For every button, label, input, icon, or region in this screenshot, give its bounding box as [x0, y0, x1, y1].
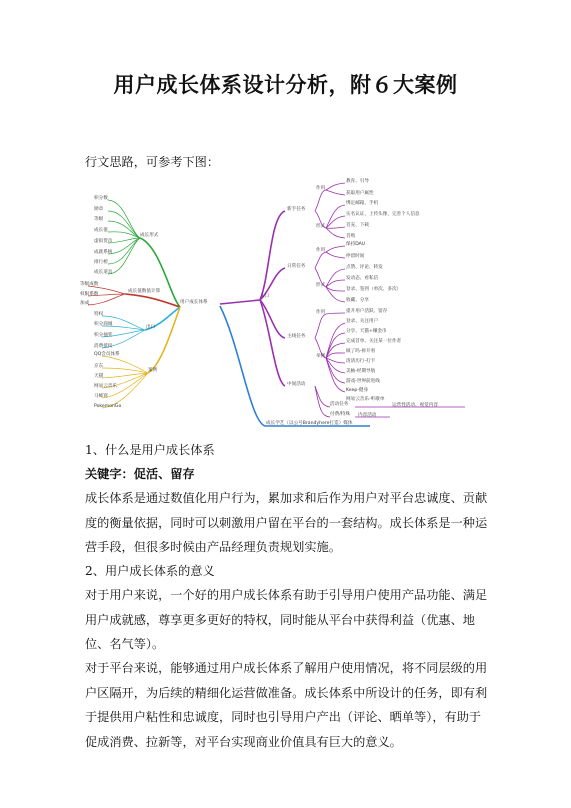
mindmap-branch-label: 成长值数值计算	[128, 289, 161, 294]
mindmap-leaf-label: 京东	[94, 364, 104, 369]
mindmap-leaf-label: 内容活动	[358, 413, 377, 418]
mindmap-leaf-label: 勋章	[94, 207, 104, 212]
mindmap-leaf-label: 完成首单、关注某一位作者	[346, 339, 402, 344]
mindmap-leaf-label: 天猫	[94, 374, 104, 379]
mindmap-leaf-label: 消费抵扣	[94, 344, 113, 349]
mindmap-leaf-label: 积分抽奖	[94, 333, 113, 338]
mindmap-leaf-label: 登录、关注用户	[346, 319, 379, 324]
mindmap-leaf-label: 首充、下载	[346, 223, 369, 228]
intro-text: 行文思路，可参考下图：	[85, 155, 220, 169]
mindmap-branch-label: 新手任务	[287, 207, 306, 212]
mindmap-leaf-label: 积分数	[94, 196, 108, 201]
mindmap-leaf-label: 网易云音乐-听歌单	[346, 397, 385, 402]
mindmap-leaf-label: 清清历行-打卡	[346, 359, 376, 364]
mindmap-leaf-label: 权限系数	[80, 292, 99, 297]
mindmap-leaf-label: 积分商城	[94, 322, 113, 327]
mindmap-leaf-label: Keep-健身	[346, 388, 369, 393]
mindmap-bottom-label: 成长学艺（以公号Brandyhere打造）媒体	[266, 421, 353, 426]
mindmap-center: 用户成长体系	[180, 300, 208, 305]
mindmap-leaf-label: 保持DAU	[346, 242, 366, 247]
mindmap-leaf-label: 收藏、分享	[346, 298, 369, 303]
mindmap-leaf-label: QQ会员体系	[94, 352, 120, 357]
mindmap-leaf-label: 分享、天猫+赚金币	[346, 329, 387, 334]
mindmap-entry-label: 入口	[260, 294, 270, 299]
mindmap-leaf-label: 教育、引导	[346, 179, 369, 184]
mindmap-leaf-label: 提升用户活跃、留存	[346, 309, 388, 314]
mindmap-node-label: 作用	[316, 248, 326, 253]
mindmap-node-label: 形式	[316, 283, 326, 288]
mindmap-leaf-label: PokemonGo	[94, 404, 122, 409]
mindmap-diagram	[80, 176, 492, 434]
mindmap-leaf-label: 成长值	[94, 228, 108, 233]
section2-heading: 2、用户成长体系的意义	[85, 564, 215, 578]
keywords-line: 关键字：促活、留存	[85, 467, 195, 481]
section1-body: 成长体系是通过数值化用户行为，累加求和后作为用户对平台忠诚度、贡献度的衡量依据，同时可以刺激用户留在平台的一套结构。成长体系是一种运营手段，但很多时候由产品经理负责规划实施。	[85, 491, 488, 554]
mindmap-leaf-label: 首购	[346, 234, 356, 239]
mindmap-leaf-label: 等级	[94, 217, 104, 222]
mindmap-branch-label: 案例	[148, 368, 158, 373]
mindmap-leaf-label: 排行榜	[94, 260, 108, 265]
mindmap-leaf-label: 运营性活动、视觉内容	[392, 403, 438, 408]
mindmap-node-label: 作用	[316, 186, 326, 191]
mindmap-leaf-label: 特权	[94, 312, 104, 317]
mindmap-leaf-label: 加成	[80, 301, 90, 306]
mindmap-leaf-label: 登录、签到（单次、多次）	[346, 287, 402, 292]
mindmap-node-label: 付费/特殊	[330, 412, 350, 417]
mindmap-node-label: 形式	[316, 224, 326, 229]
mindmap-leaf-label: 美柚-经期导航	[346, 369, 376, 374]
mindmap-leaf-label: 马蜂窝	[94, 394, 108, 399]
mindmap-leaf-label: 游戏-世界前进线	[346, 379, 380, 384]
section2-paragraph-1: 对于用户来说，一个好的用户成长体系有助于引导用户使用产品功能、满足用户成就感，尊享更多更好的特权，同时能从平台中获得利益（优惠、地位、名气等）。	[85, 588, 488, 651]
mindmap-leaf-label: 发动态、看私信	[346, 276, 379, 281]
mindmap-node-label: 活动任务	[330, 402, 349, 407]
mindmap-leaf-label: 成长道具	[94, 270, 113, 275]
mindmap-leaf-label: 虚拟货币	[94, 239, 113, 244]
mindmap-leaf-label: 实名认证、上传头像、完善个人信息	[346, 212, 420, 217]
mindmap-branch-label: 主线任务	[287, 334, 306, 339]
mindmap-node-label: 作用	[316, 310, 326, 315]
mindmap-leaf-label: 网易云音乐	[94, 384, 117, 389]
mindmap-branch-label: 成长形式	[140, 233, 159, 238]
document-title: 用户成长体系设计分析，附６大案例	[113, 73, 458, 97]
mindmap-node-label: 举例	[316, 354, 326, 359]
mindmap-leaf-label: 点赞、评论、转发	[346, 265, 383, 270]
mindmap-leaf-label: 绑定邮箱、手机	[346, 201, 379, 206]
mindmap-leaf-label: 获取用户属性	[346, 191, 374, 196]
mindmap-branch-label: 中间活动	[287, 382, 306, 387]
mindmap-leaf-label: 成就系统	[94, 250, 113, 255]
section1-heading: 1、什么是用户成长体系	[85, 443, 215, 457]
mindmap-branch-label: 出口	[146, 325, 156, 330]
mindmap-leaf-label: 停留时间	[346, 254, 365, 259]
mindmap-branch-label: 日常任务	[287, 264, 306, 269]
section2-paragraph-2: 对于平台来说，能够通过用户成长体系了解用户使用情况，将不同层级的用户区隔开，为后续的精细化运营做准备。成长体系中所设计的任务，即有利于提供用户粘性和忠诚度，同时也引导用户产出（评论、晒单等），有助于促成消费、拉新等，对平台实现商业价值具有巨大的意义。	[85, 661, 488, 749]
mindmap-leaf-label: 等级成数	[80, 282, 99, 287]
mindmap-leaf-label: 做了吗-拆开看	[346, 349, 376, 354]
